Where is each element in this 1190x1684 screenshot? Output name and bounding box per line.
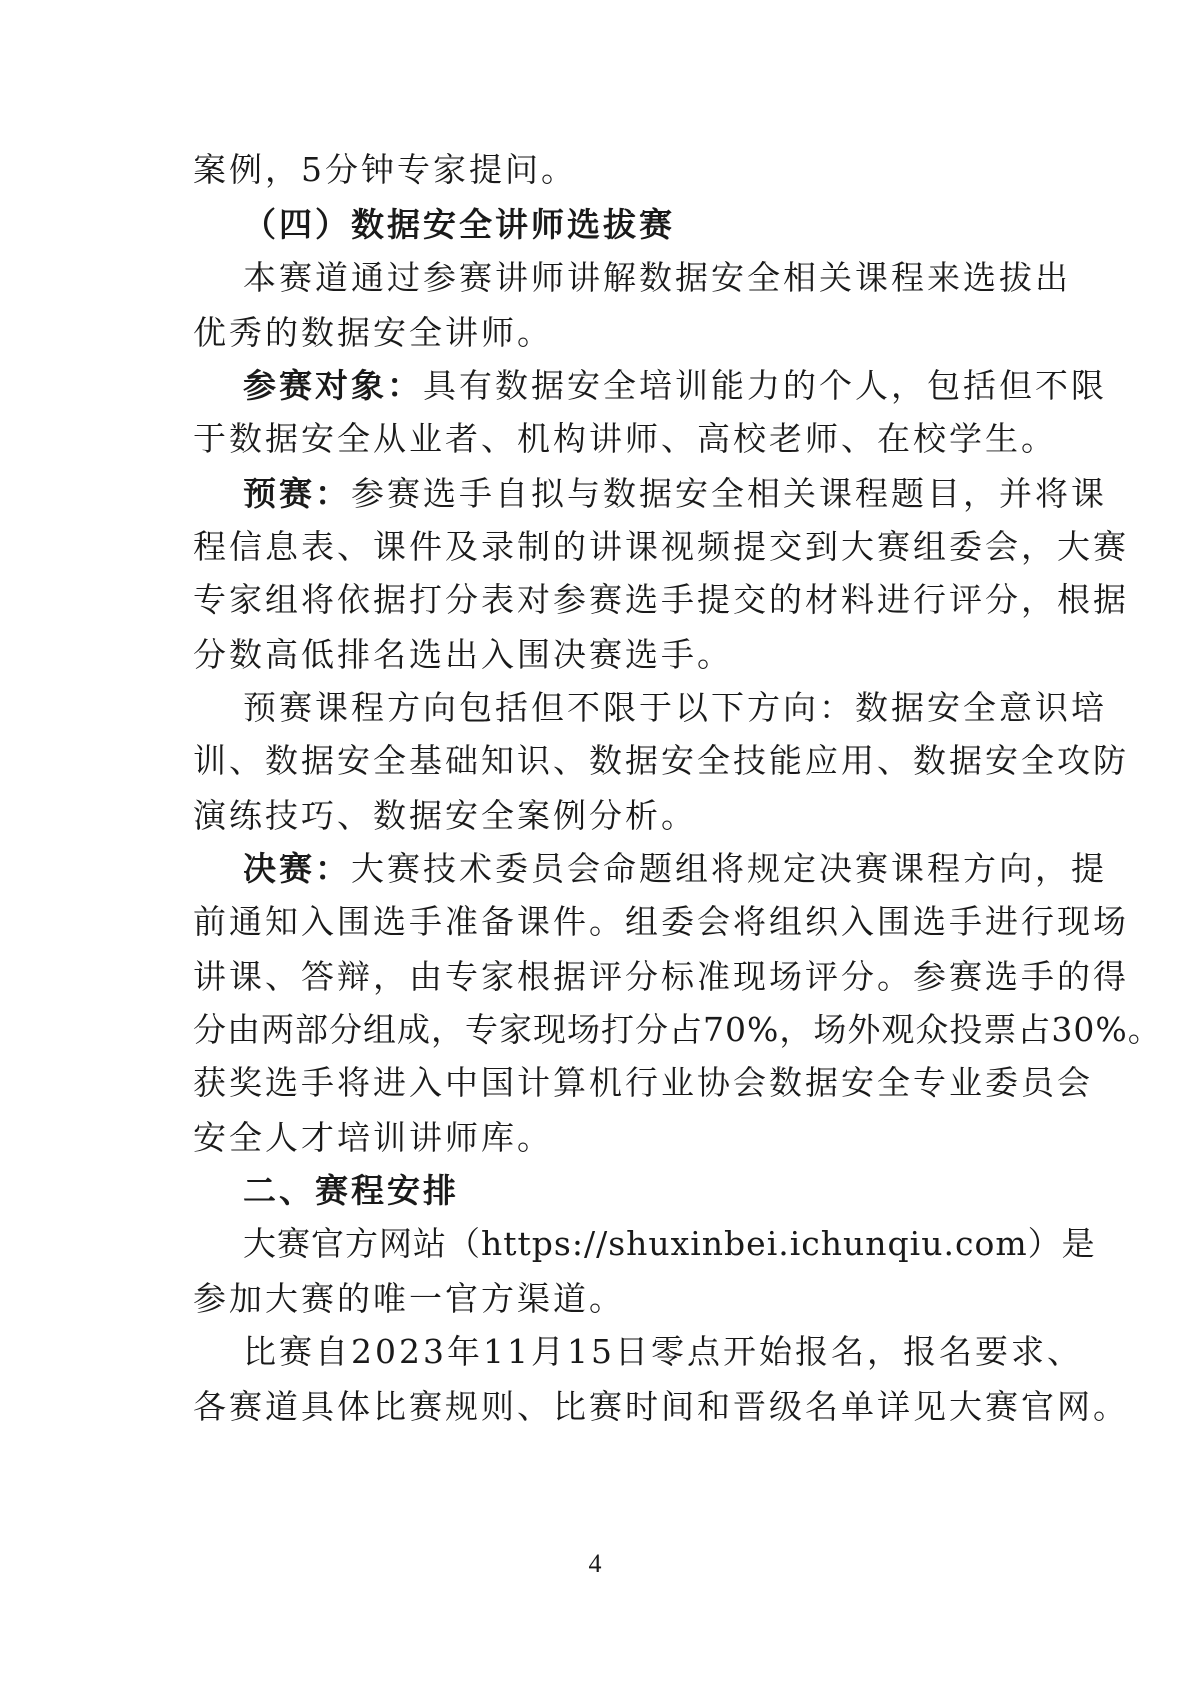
text-span: 具有数据安全培训能力的个人，包括但不限 xyxy=(423,366,1107,405)
text-line: 参加大赛的唯一官方渠道。 xyxy=(193,1279,625,1318)
text-line: 于数据安全从业者、机构讲师、高校老师、在校学生。 xyxy=(193,419,1057,458)
label-final: 决赛： xyxy=(243,849,351,888)
text-line: 各赛道具体比赛规则、比赛时间和晋级名单详见大赛官网。 xyxy=(193,1387,1129,1426)
text-line: 获奖选手将进入中国计算机行业协会数据安全专业委员会 xyxy=(193,1063,1093,1102)
label-participants: 参赛对象： xyxy=(243,366,423,405)
paragraph-final xyxy=(243,849,1107,889)
text-line: 安全人才培训讲师库。 xyxy=(193,1118,553,1157)
paragraph-participants xyxy=(243,366,1107,406)
text-line: 案例，5分钟专家提问。 xyxy=(193,150,577,189)
text-line: 比赛自2023年11月15日零点开始报名，报名要求、 xyxy=(243,1332,1083,1371)
text-line: 训、数据安全基础知识、数据安全技能应用、数据安全攻防 xyxy=(193,741,1129,780)
label-preliminary: 预赛： xyxy=(243,474,351,513)
page-number: 4 xyxy=(588,1549,602,1578)
text-line: 程信息表、课件及录制的讲课视频提交到大赛组委会，大赛 xyxy=(193,527,1129,566)
text-span: 参赛选手自拟与数据安全相关课程题目，并将课 xyxy=(351,474,1107,513)
text-line: 本赛道通过参赛讲师讲解数据安全相关课程来选拔出 xyxy=(243,258,1071,297)
section-heading: （四）数据安全讲师选拔赛 xyxy=(243,205,675,244)
section-heading: 二、赛程安排 xyxy=(243,1171,459,1210)
text-span: 大赛技术委员会命题组将规定决赛课程方向，提 xyxy=(351,849,1107,888)
text-line: 专家组将依据打分表对参赛选手提交的材料进行评分，根据 xyxy=(193,580,1129,619)
text-line: 讲课、答辩，由专家根据评分标准现场评分。参赛选手的得 xyxy=(193,957,1129,996)
text-line: 优秀的数据安全讲师。 xyxy=(193,313,553,352)
text-line: 分数高低排名选出入围决赛选手。 xyxy=(193,635,733,674)
text-line: 分由两部分组成，专家现场打分占70%，场外观众投票占30%。 xyxy=(193,1010,1162,1049)
text-line: 演练技巧、数据安全案例分析。 xyxy=(193,796,697,835)
text-line: 大赛官方网站（https://shuxinbei.ichunqiu.com）是 xyxy=(243,1224,1096,1263)
text-line: 前通知入围选手准备课件。组委会将组织入围选手进行现场 xyxy=(193,902,1129,941)
text-line: 预赛课程方向包括但不限于以下方向：数据安全意识培 xyxy=(243,688,1107,727)
paragraph-preliminary xyxy=(243,474,1107,514)
